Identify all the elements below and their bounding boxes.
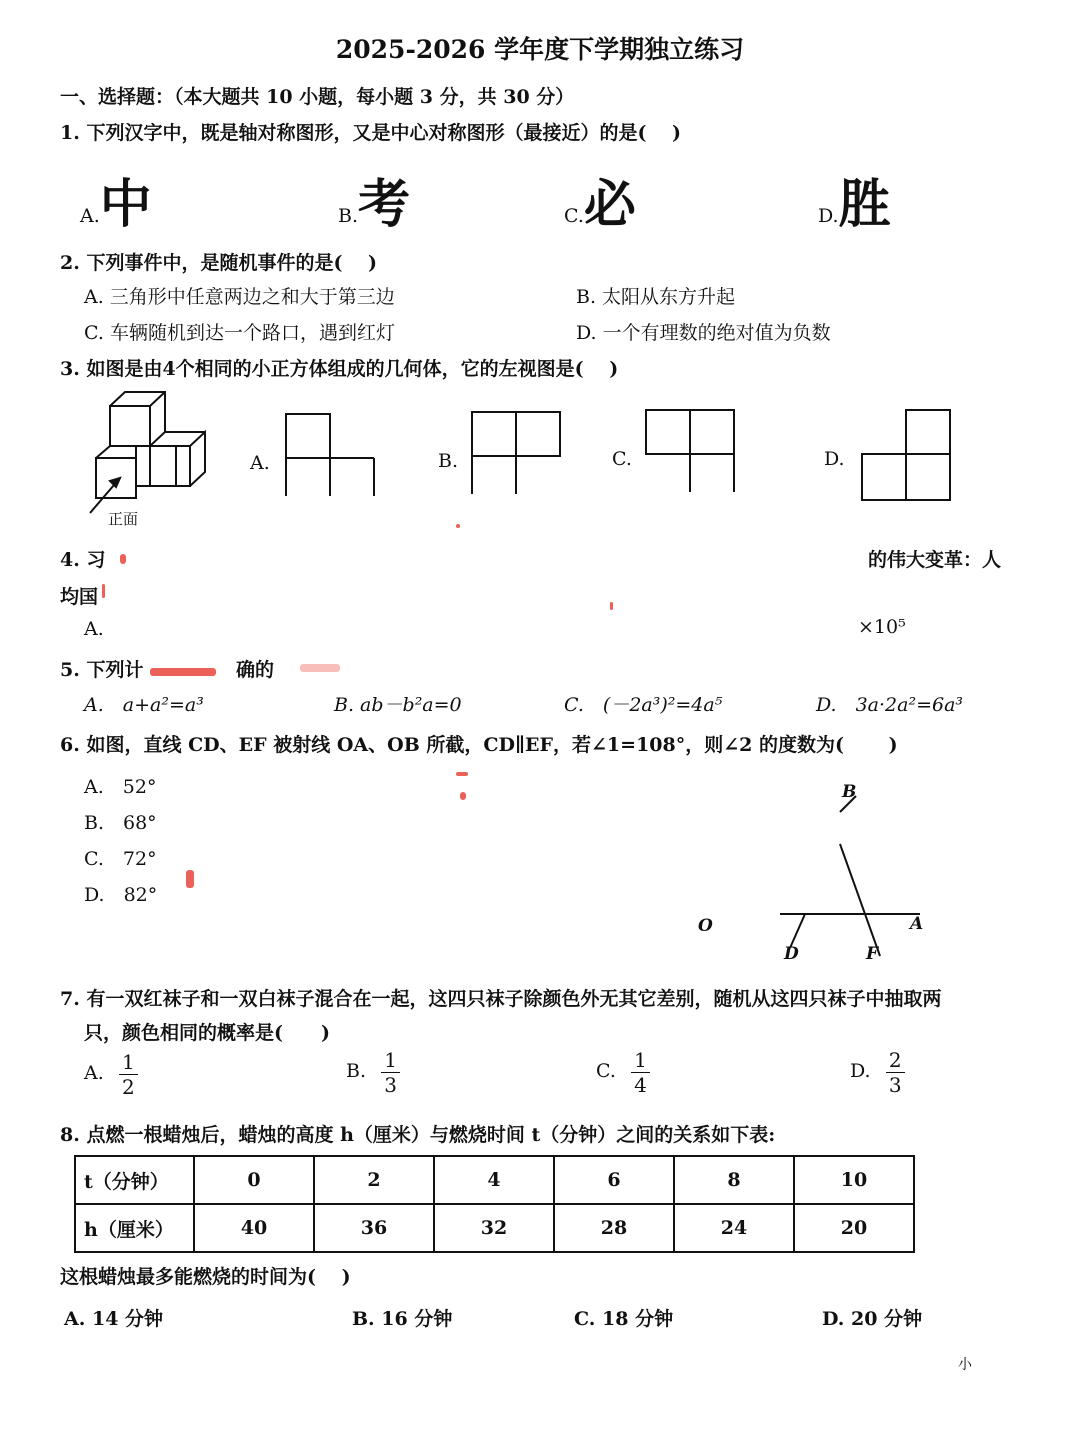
q4-option-d-tail: ×10⁵ <box>858 616 906 638</box>
table-header-cell: t（分钟） <box>75 1156 194 1204</box>
corner-mark: 小 <box>958 1357 972 1373</box>
q3-front-label: 正面 <box>108 510 139 528</box>
q6-label-f: F <box>866 944 879 964</box>
fraction-numerator: 1 <box>631 1048 650 1073</box>
q4-option-a[interactable]: A. <box>84 618 104 640</box>
q6-option-c[interactable]: C. 72° <box>84 848 157 870</box>
q1-option-d-char: 胜 <box>838 175 891 235</box>
q2-option-a[interactable]: A. 三角形中任意两边之和大于第三边 <box>84 286 395 308</box>
fraction-numerator: 1 <box>119 1050 138 1075</box>
table-cell: 20 <box>794 1204 914 1252</box>
q7-option-d-label: D. <box>850 1060 871 1082</box>
q3-option-b-label[interactable]: B. <box>438 450 459 472</box>
q8-option-a[interactable]: A. 14 分钟 <box>64 1308 164 1330</box>
q3-option-c-view <box>640 404 740 494</box>
q7-option-b-fraction <box>381 1048 400 1097</box>
q7-option-a-fraction <box>119 1050 138 1099</box>
q1-option-b[interactable] <box>338 162 410 237</box>
q6-option-a[interactable]: A. 52° <box>84 776 157 798</box>
q3-option-a-view <box>280 408 380 498</box>
fraction-denominator: 2 <box>122 1075 135 1099</box>
red-mark <box>300 664 340 672</box>
table-cell: 8 <box>674 1156 794 1204</box>
q3-option-d-view <box>856 404 956 504</box>
red-mark <box>186 870 194 888</box>
q8-option-b[interactable]: B. 16 分钟 <box>352 1308 453 1330</box>
q6-stem: 6. 如图，直线 CD、EF 被射线 OA、OB 所截，CD∥EF，若∠1=108°，则∠2 的度数为( ) <box>60 734 898 756</box>
q8-stem: 8. 点燃一根蜡烛后，蜡烛的高度 h（厘米）与燃烧时间 t（分钟）之间的关系如下表: <box>60 1124 776 1146</box>
q3-option-a-label[interactable]: A. <box>250 452 270 474</box>
red-mark <box>456 772 468 776</box>
q5-stem-mid: 确的 <box>236 659 275 681</box>
red-mark <box>120 554 126 564</box>
fraction-numerator: 2 <box>886 1048 905 1073</box>
q1-option-b-label: B. <box>338 205 359 227</box>
q5-option-c[interactable]: C. (－2a³)²=4a⁵ <box>564 694 723 716</box>
q4-line2-start: 均国 <box>60 586 99 608</box>
table-header-cell: h（厘米） <box>75 1204 194 1252</box>
q8-option-c[interactable]: C. 18 分钟 <box>574 1308 674 1330</box>
table-cell: 0 <box>194 1156 314 1204</box>
table-cell: 6 <box>554 1156 674 1204</box>
q1-option-d-label: D. <box>818 205 839 227</box>
q3-option-d-label[interactable]: D. <box>824 448 845 470</box>
q5-stem-start: 5. 下列计 <box>60 659 144 681</box>
table-cell: 4 <box>434 1156 554 1204</box>
q7-option-c-label: C. <box>596 1060 616 1082</box>
fraction-denominator: 3 <box>384 1073 398 1097</box>
q7-option-b[interactable] <box>346 1048 400 1097</box>
section-heading: 一、选择题：（本大题共 10 小题，每小题 3 分，共 30 分） <box>60 86 575 108</box>
q3-stem: 3. 如图是由4个相同的小正方体组成的几何体，它的左视图是( ) <box>60 358 619 380</box>
q3-option-c-label[interactable]: C. <box>612 448 632 470</box>
red-mark <box>150 668 216 676</box>
q6-label-b: B <box>842 782 857 802</box>
q7-option-b-label: B. <box>346 1060 367 1082</box>
fraction-numerator: 1 <box>381 1048 400 1073</box>
red-mark <box>610 602 613 610</box>
table-cell: 32 <box>434 1204 554 1252</box>
q1-option-c-label: C. <box>564 205 584 227</box>
q6-label-a: A <box>910 914 924 934</box>
q5-option-d[interactable]: D. 3a·2a²=6a³ <box>816 694 964 716</box>
q1-option-b-char: 考 <box>358 175 411 235</box>
q6-label-o: O <box>698 916 713 936</box>
q1-option-c-char: 必 <box>583 175 636 235</box>
q7-option-d[interactable] <box>850 1048 905 1097</box>
q2-option-b[interactable]: B. 太阳从东方升起 <box>576 286 736 308</box>
red-mark <box>456 524 460 528</box>
q7-option-a[interactable] <box>84 1050 138 1099</box>
q7-option-c[interactable] <box>596 1048 650 1097</box>
fraction-denominator: 4 <box>634 1073 647 1097</box>
q7-stem-line1: 7. 有一双红袜子和一双白袜子混合在一起，这四只袜子除颜色外无其它差别，随机从这四只袜子中抽取两 <box>60 988 942 1010</box>
q6-label-d: D <box>784 944 799 964</box>
q4-stem-end: 的伟大变革：人 <box>868 549 1002 571</box>
q8-option-d[interactable]: D. 20 分钟 <box>822 1308 923 1330</box>
table-row <box>75 1156 914 1204</box>
q2-option-c[interactable]: C. 车辆随机到达一个路口，遇到红灯 <box>84 322 395 344</box>
q1-option-c[interactable] <box>564 162 636 237</box>
q1-option-a-char: 中 <box>99 175 152 235</box>
q3-option-b-view <box>466 406 566 496</box>
q1-stem: 1. 下列汉字中，既是轴对称图形，又是中心对称图形（最接近）的是( ) <box>60 122 682 144</box>
q6-option-b[interactable]: B. 68° <box>84 812 157 834</box>
table-cell: 40 <box>194 1204 314 1252</box>
q5-option-b[interactable]: B. ab－b²a=0 <box>334 694 462 716</box>
q8-question: 这根蜡烛最多能燃烧的时间为( ) <box>60 1266 351 1288</box>
q2-stem: 2. 下列事件中，是随机事件的是( ) <box>60 252 378 274</box>
table-cell: 24 <box>674 1204 794 1252</box>
q1-option-a[interactable] <box>80 162 152 237</box>
q8-table <box>74 1155 915 1253</box>
q1-option-d[interactable] <box>818 162 891 237</box>
q1-option-a-label: A. <box>80 205 100 227</box>
fraction-denominator: 3 <box>888 1073 902 1097</box>
table-cell: 10 <box>794 1156 914 1204</box>
table-row <box>75 1204 914 1252</box>
q7-stem-line2: 只，颜色相同的概率是( ) <box>84 1022 330 1044</box>
table-cell: 36 <box>314 1204 434 1252</box>
q7-option-d-fraction <box>886 1048 905 1097</box>
q2-option-d[interactable]: D. 一个有理数的绝对值为负数 <box>576 322 831 344</box>
q6-option-d[interactable]: D. 82° <box>84 884 158 906</box>
q4-stem-start: 4. 习 <box>60 549 106 571</box>
page-title: 2025-2026 学年度下学期独立练习 <box>335 35 745 64</box>
q3-cube-figure <box>80 388 220 528</box>
table-cell: 28 <box>554 1204 674 1252</box>
q5-option-a[interactable]: A. a+a²=a³ <box>84 694 204 716</box>
red-mark <box>460 792 466 800</box>
table-cell: 2 <box>314 1156 434 1204</box>
red-mark <box>102 584 105 598</box>
q7-option-c-fraction <box>631 1048 650 1097</box>
q7-option-a-label: A. <box>84 1062 104 1084</box>
